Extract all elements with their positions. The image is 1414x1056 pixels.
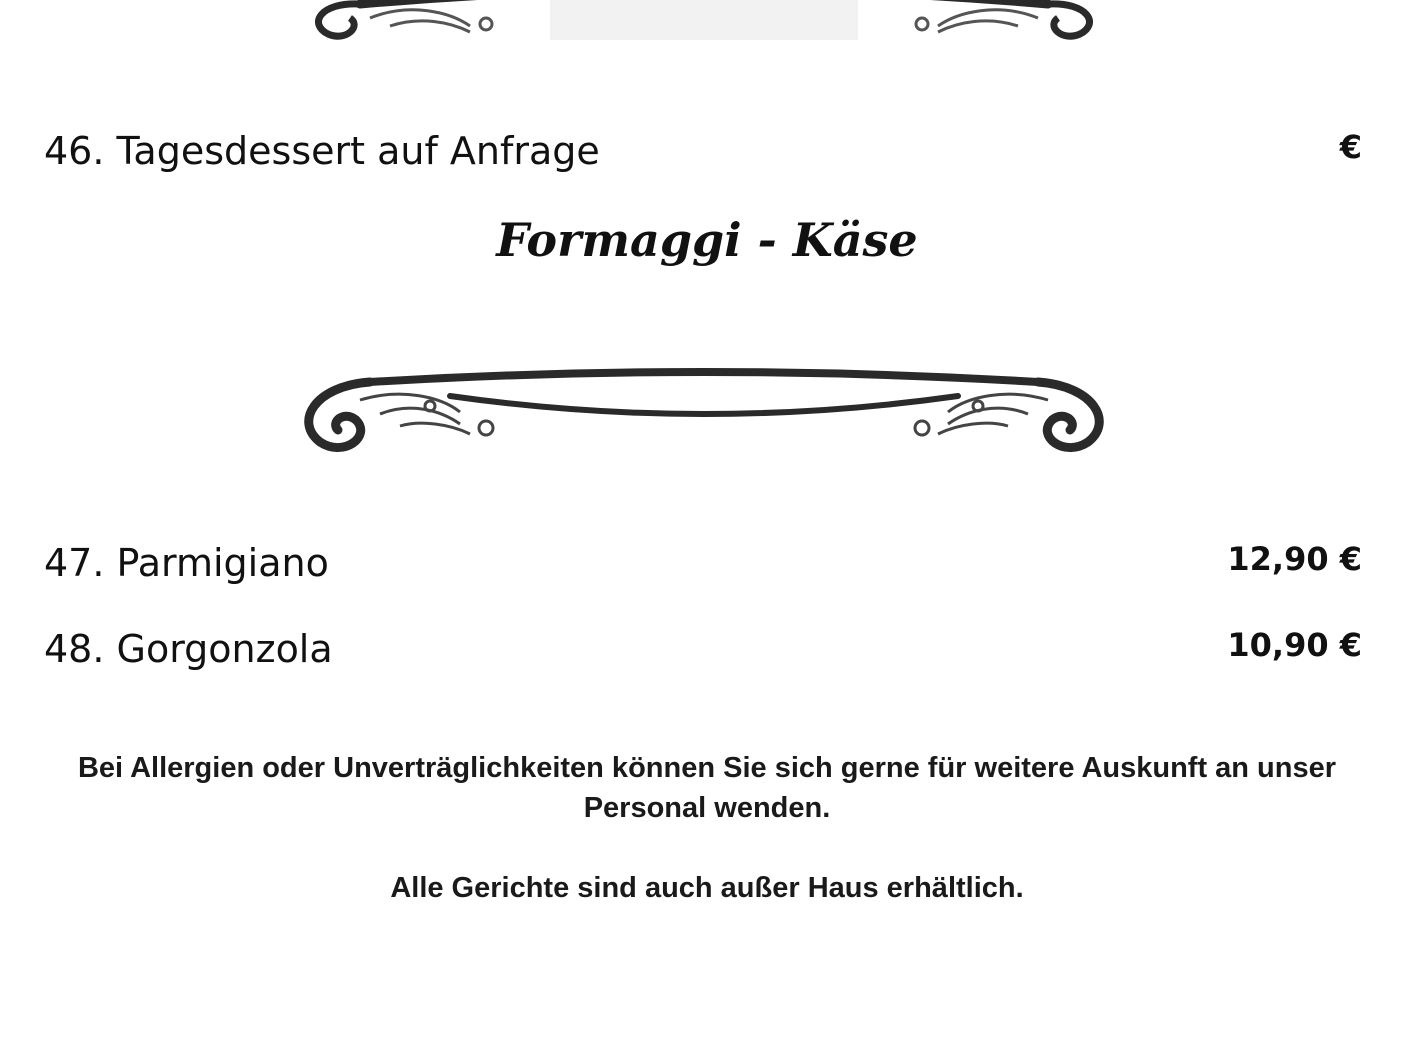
menu-item-48	[44, 624, 1362, 674]
menu-item-price: 12,90 €	[1227, 540, 1362, 578]
menu-item-price: 10,90 €	[1227, 626, 1362, 664]
menu-item-47	[44, 538, 1362, 588]
takeaway-note: Alle Gerichte sind auch außer Haus erhältlich.	[390, 872, 1024, 904]
section-title: Formaggi - Käse	[496, 213, 918, 267]
menu-item-name: 46. Tagesdessert auf Anfrage	[44, 129, 600, 173]
menu-item-price: €	[1339, 128, 1362, 166]
menu-item-name: 47. Parmigiano	[44, 541, 329, 585]
scroll-divider-top-icon	[300, 0, 1108, 42]
allergy-note: Bei Allergien oder Unverträglichkeiten können Sie sich gerne für weitere Auskunft an unser Personal wenden.	[77, 752, 1337, 824]
menu-item-name: 48. Gorgonzola	[44, 627, 333, 671]
scroll-divider-mid-icon	[300, 366, 1108, 456]
menu-item-46	[44, 126, 1362, 176]
